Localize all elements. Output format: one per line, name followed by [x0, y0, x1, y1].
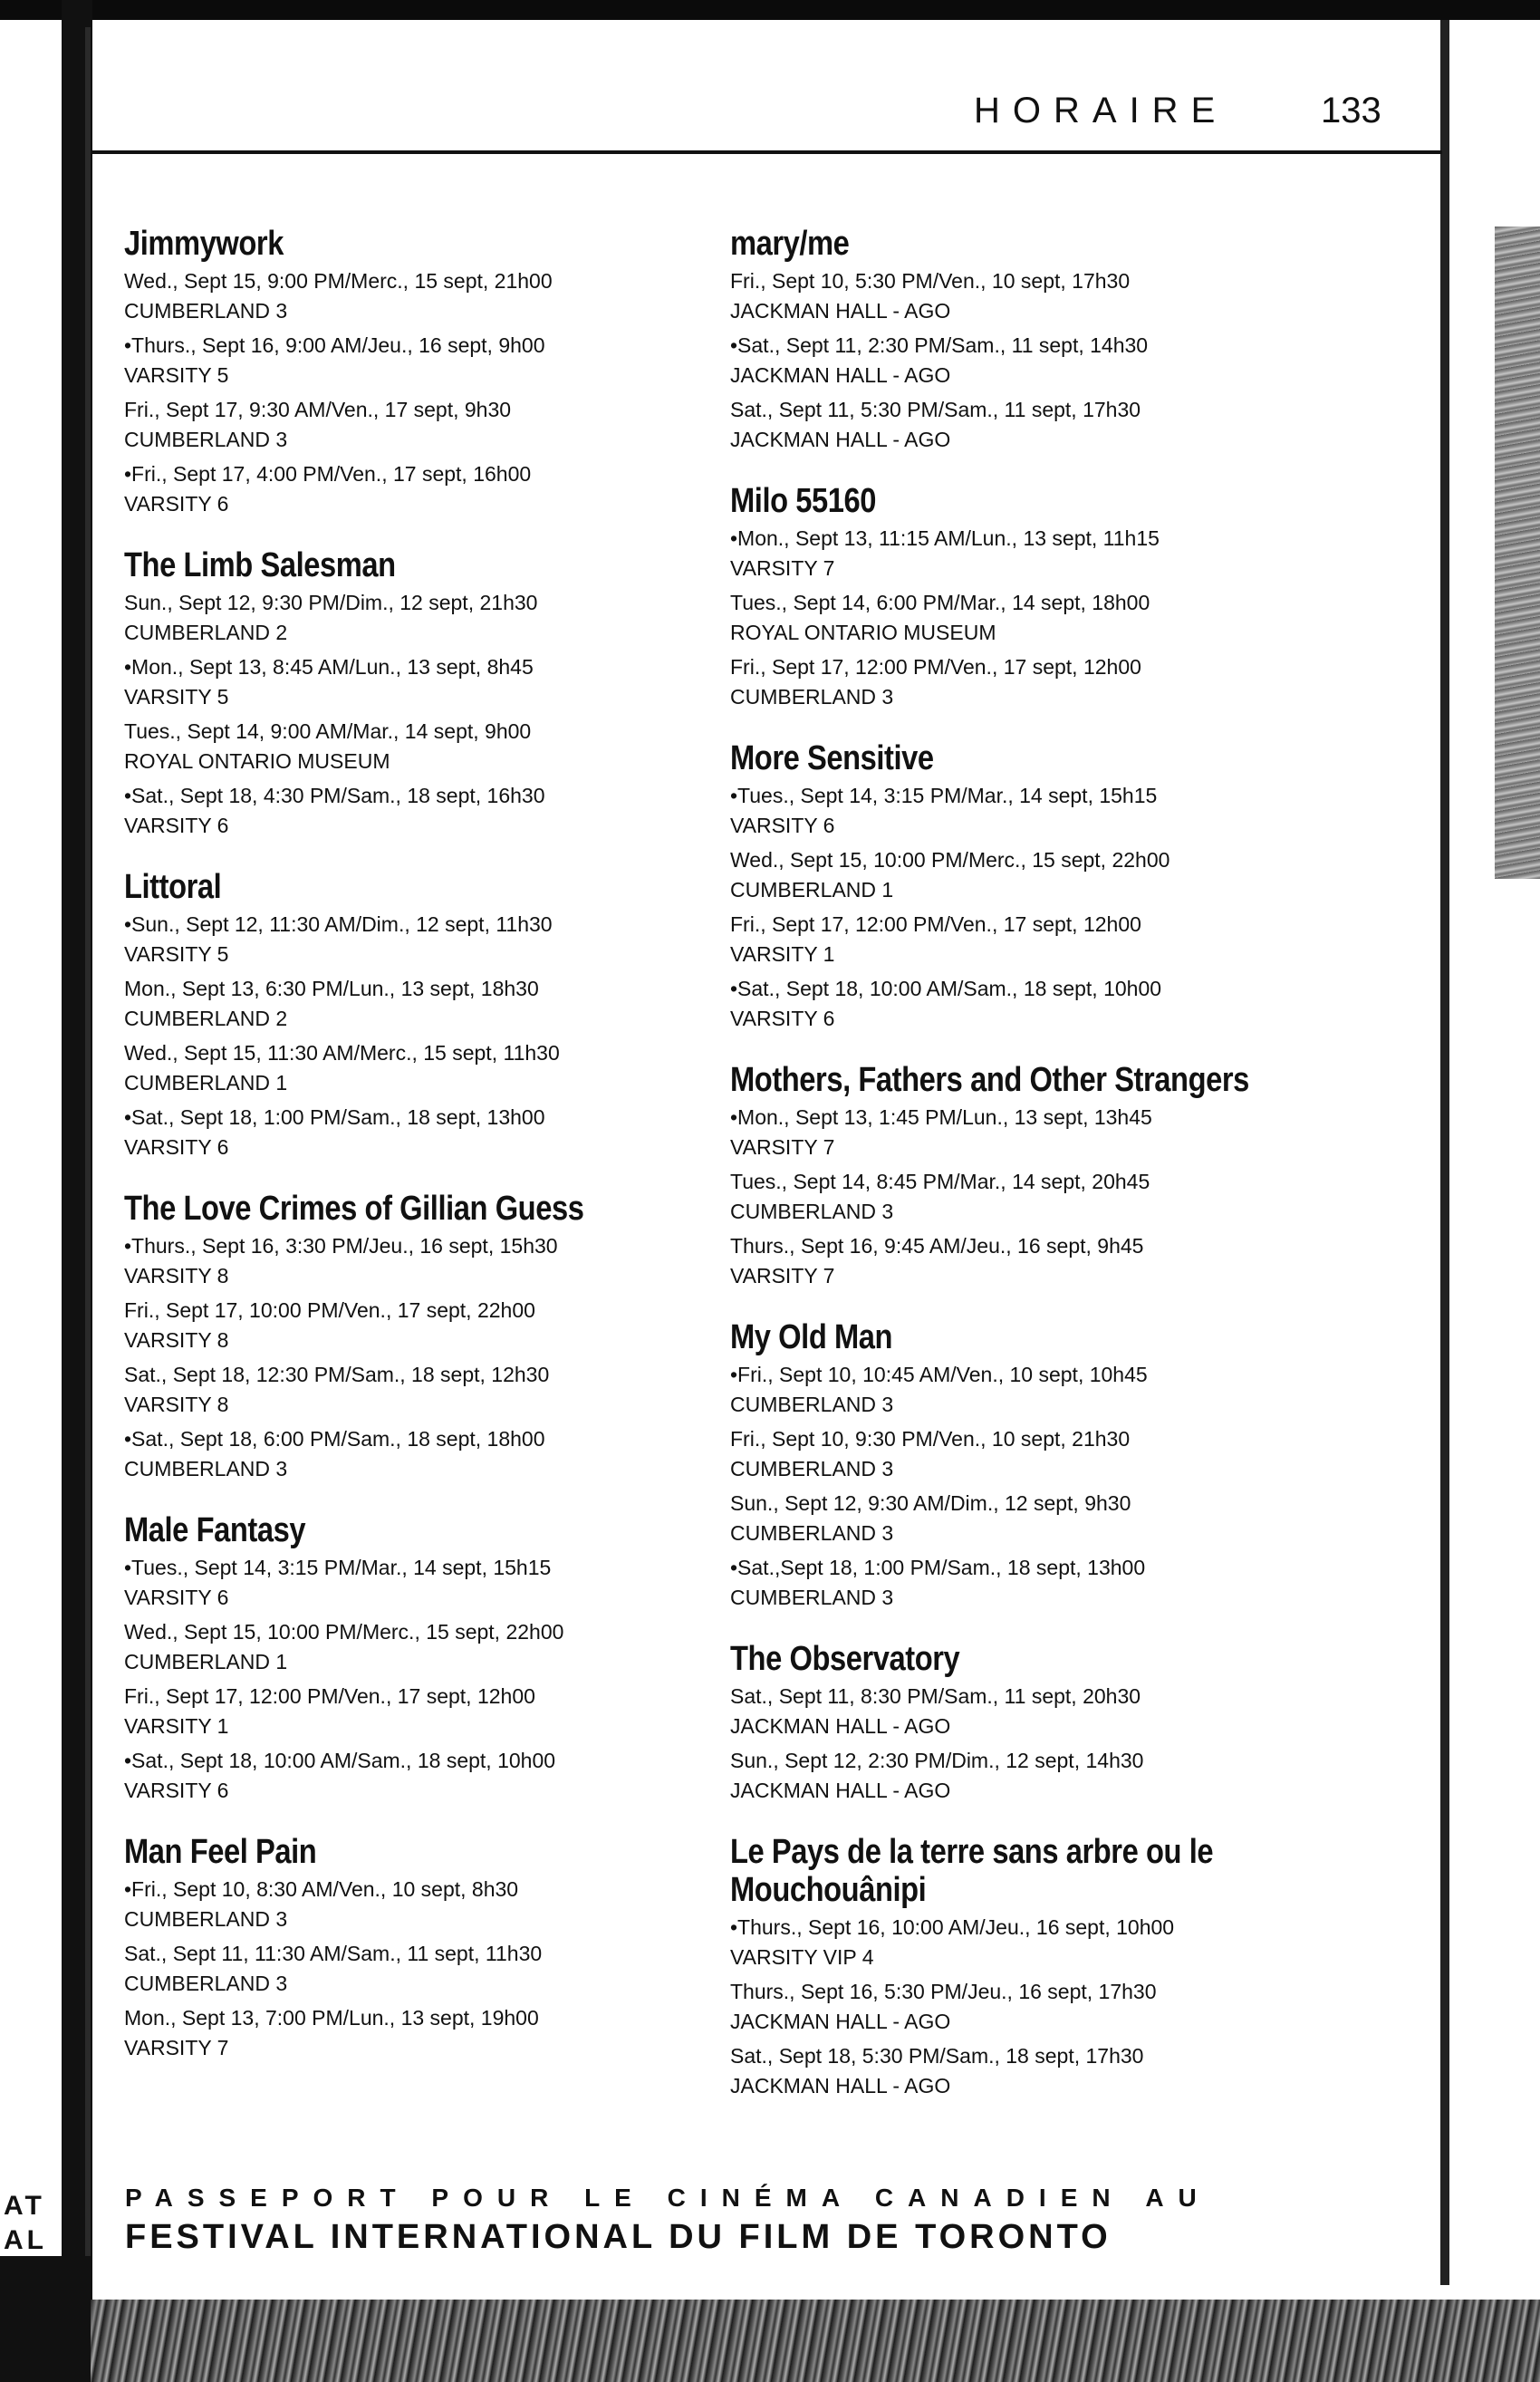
film-entry	[124, 546, 713, 841]
screening-venue: JACKMAN HALL - AGO	[730, 299, 951, 323]
screening	[730, 524, 1382, 583]
screening-datetime: Sun., Sept 12, 9:30 PM/Dim., 12 sept, 21h30	[124, 591, 538, 614]
scan-top-border	[0, 0, 1540, 20]
screening-datetime: •Sat., Sept 18, 10:00 AM/Sam., 18 sept, 10h00	[730, 977, 1162, 1000]
screening-venue: VARSITY 6	[730, 814, 835, 837]
screening-datetime: Fri., Sept 17, 12:00 PM/Ven., 17 sept, 12h00	[730, 655, 1141, 679]
screening	[124, 266, 713, 326]
screening	[124, 910, 713, 969]
scan-noise-bottom	[91, 2300, 1540, 2382]
screening	[124, 1617, 713, 1677]
screening-datetime: Fri., Sept 17, 10:00 PM/Ven., 17 sept, 22h00	[124, 1298, 535, 1322]
screening	[124, 1682, 713, 1741]
scan-bottom-corner	[0, 2256, 91, 2382]
film-title: The Limb Salesman	[124, 546, 396, 584]
screening-venue: VARSITY 1	[730, 942, 835, 966]
film-title: Jimmywork	[124, 225, 284, 263]
screening-datetime: Sat., Sept 18, 12:30 PM/Sam., 18 sept, 12h30	[124, 1363, 550, 1386]
scan-right-border	[1440, 20, 1449, 2285]
screening-venue: JACKMAN HALL - AGO	[730, 363, 951, 387]
screening	[730, 588, 1382, 648]
screening-venue: VARSITY 5	[124, 685, 229, 709]
film-entry	[730, 1833, 1382, 2101]
screening	[730, 1167, 1382, 1227]
screening	[124, 781, 713, 841]
film-entry	[730, 225, 1382, 455]
edge-fragment-1: AT	[4, 2191, 45, 2221]
screening-datetime: •Thurs., Sept 16, 3:30 PM/Jeu., 16 sept, 15h30	[124, 1234, 558, 1258]
running-header: HORAIRE	[974, 91, 1228, 130]
screening-datetime: Wed., Sept 15, 10:00 PM/Merc., 15 sept, 22h00	[730, 848, 1170, 872]
screening-venue: VARSITY 8	[124, 1264, 229, 1287]
screening-datetime: Thurs., Sept 16, 5:30 PM/Jeu., 16 sept, 17h30	[730, 1980, 1157, 2003]
screening-datetime: •Sun., Sept 12, 11:30 AM/Dim., 12 sept, 11h30	[124, 912, 553, 936]
screening-datetime: Wed., Sept 15, 9:00 PM/Merc., 15 sept, 21h00	[124, 269, 553, 293]
screening	[730, 1977, 1382, 2037]
screening-venue: CUMBERLAND 3	[730, 1521, 894, 1545]
screening	[730, 781, 1382, 841]
screening-venue: VARSITY VIP 4	[730, 1945, 874, 1969]
screening-venue: VARSITY 6	[124, 492, 229, 516]
film-entry	[730, 1640, 1382, 1806]
screening-datetime: Fri., Sept 17, 12:00 PM/Ven., 17 sept, 12h00	[124, 1684, 535, 1708]
spine-shadow	[85, 27, 91, 2310]
footer-festival-name: FESTIVAL INTERNATIONAL DU FILM DE TORONTO	[125, 2218, 1112, 2256]
screening-venue: JACKMAN HALL - AGO	[730, 2010, 951, 2033]
screening-venue: CUMBERLAND 1	[124, 1650, 288, 1673]
film-title: The Observatory	[730, 1640, 960, 1678]
screening-venue: CUMBERLAND 3	[124, 1457, 288, 1480]
screening-datetime: Sat., Sept 11, 11:30 AM/Sam., 11 sept, 11h30	[124, 1942, 543, 1965]
film-entry	[124, 1511, 713, 1806]
screening-venue: CUMBERLAND 1	[124, 1071, 288, 1095]
screening	[730, 1103, 1382, 1162]
film-title: mary/me	[730, 225, 850, 263]
film-title: Mothers, Fathers and Other Strangers	[730, 1061, 1249, 1099]
screening	[124, 717, 713, 776]
screening-datetime: Wed., Sept 15, 11:30 AM/Merc., 15 sept, 11h30	[124, 1041, 560, 1065]
page-number: 133	[1321, 91, 1381, 130]
screening-venue: VARSITY 6	[730, 1007, 835, 1030]
film-title: Male Fantasy	[124, 1511, 306, 1549]
screening-venue: VARSITY 8	[124, 1393, 229, 1416]
screening-datetime: •Sat., Sept 18, 1:00 PM/Sam., 18 sept, 13h00	[124, 1105, 545, 1129]
screening-venue: CUMBERLAND 2	[124, 621, 288, 644]
screening	[730, 1489, 1382, 1548]
screening-datetime: Sat., Sept 11, 5:30 PM/Sam., 11 sept, 17h30	[730, 398, 1141, 421]
screening-venue: VARSITY 7	[124, 2036, 229, 2059]
screening	[124, 1360, 713, 1420]
screening-datetime: Thurs., Sept 16, 9:45 AM/Jeu., 16 sept, 9h45	[730, 1234, 1144, 1258]
screening-venue: VARSITY 1	[124, 1714, 229, 1738]
screening-venue: VARSITY 5	[124, 942, 229, 966]
screening-datetime: Fri., Sept 17, 9:30 AM/Ven., 17 sept, 9h30	[124, 398, 512, 421]
screening	[124, 1553, 713, 1613]
schedule-column-right	[730, 225, 1382, 2128]
screening	[730, 1424, 1382, 1484]
screening	[730, 395, 1382, 455]
footer-tagline: PASSEPORT POUR LE CINÉMA CANADIEN AU	[125, 2184, 1211, 2212]
screening-datetime: Sat., Sept 18, 5:30 PM/Sam., 18 sept, 17h30	[730, 2044, 1144, 2068]
screening	[124, 1746, 713, 1806]
screening-venue: JACKMAN HALL - AGO	[730, 2074, 951, 2098]
screening	[730, 652, 1382, 712]
screening-datetime: •Tues., Sept 14, 3:15 PM/Mar., 14 sept, 15h15	[124, 1556, 552, 1579]
screening-datetime: Sun., Sept 12, 9:30 AM/Dim., 12 sept, 9h30	[730, 1491, 1131, 1515]
screening-venue: VARSITY 8	[124, 1328, 229, 1352]
film-entry	[124, 1833, 713, 2063]
screening-datetime: Tues., Sept 14, 8:45 PM/Mar., 14 sept, 20h45	[730, 1170, 1150, 1193]
screening-datetime: •Sat., Sept 11, 2:30 PM/Sam., 11 sept, 14h30	[730, 333, 1149, 357]
screening	[124, 1424, 713, 1484]
screening-venue: VARSITY 6	[124, 1779, 229, 1802]
screening-venue: CUMBERLAND 3	[730, 1393, 894, 1416]
screening-datetime: •Sat., Sept 18, 6:00 PM/Sam., 18 sept, 18h00	[124, 1427, 545, 1451]
screening	[730, 1682, 1382, 1741]
screening-venue: VARSITY 7	[730, 1135, 835, 1159]
screening-venue: CUMBERLAND 3	[730, 1200, 894, 1223]
screening	[124, 2003, 713, 2063]
screening	[730, 266, 1382, 326]
screening-venue: VARSITY 5	[124, 363, 229, 387]
screening-venue: JACKMAN HALL - AGO	[730, 1779, 951, 1802]
screening-venue: CUMBERLAND 3	[124, 299, 288, 323]
screening-venue: CUMBERLAND 3	[124, 1972, 288, 1995]
screening	[124, 1231, 713, 1291]
screening-venue: JACKMAN HALL - AGO	[730, 1714, 951, 1738]
screening-venue: VARSITY 6	[124, 1586, 229, 1609]
screening-datetime: •Fri., Sept 10, 8:30 AM/Ven., 10 sept, 8h30	[124, 1877, 519, 1901]
screening-datetime: Tues., Sept 14, 6:00 PM/Mar., 14 sept, 18h00	[730, 591, 1150, 614]
scan-noise-right	[1495, 227, 1540, 879]
screening-datetime: Fri., Sept 17, 12:00 PM/Ven., 17 sept, 12h00	[730, 912, 1141, 936]
screening	[730, 1553, 1382, 1613]
screening-datetime: •Mon., Sept 13, 11:15 AM/Lun., 13 sept, 11h15	[730, 526, 1160, 550]
header-rule	[91, 150, 1442, 154]
screening-datetime: •Sat., Sept 18, 10:00 AM/Sam., 18 sept, 10h00	[124, 1749, 556, 1772]
film-title: More Sensitive	[730, 739, 934, 777]
screening-venue: CUMBERLAND 3	[124, 1907, 288, 1931]
film-entry	[124, 225, 713, 519]
screening	[124, 459, 713, 519]
screening	[124, 331, 713, 391]
schedule-column-left	[124, 225, 713, 2090]
screening-venue: CUMBERLAND 1	[730, 878, 894, 902]
screening-venue: CUMBERLAND 2	[124, 1007, 288, 1030]
screening	[124, 652, 713, 712]
screening-venue: ROYAL ONTARIO MUSEUM	[730, 621, 996, 644]
screening-venue: JACKMAN HALL - AGO	[730, 428, 951, 451]
film-entry	[730, 482, 1382, 712]
screening-datetime: Fri., Sept 10, 9:30 PM/Ven., 10 sept, 21h30	[730, 1427, 1131, 1451]
screening-datetime: Sat., Sept 11, 8:30 PM/Sam., 11 sept, 20h30	[730, 1684, 1141, 1708]
screening-datetime: •Sat., Sept 18, 4:30 PM/Sam., 18 sept, 16h30	[124, 784, 545, 807]
screening	[730, 845, 1382, 905]
screening-venue: VARSITY 6	[124, 814, 229, 837]
screening	[124, 1939, 713, 1999]
screening	[730, 331, 1382, 391]
screening-datetime: Wed., Sept 15, 10:00 PM/Merc., 15 sept, 22h00	[124, 1620, 564, 1644]
screening-datetime: •Fri., Sept 10, 10:45 AM/Ven., 10 sept, 10h45	[730, 1363, 1148, 1386]
film-entry	[124, 1190, 713, 1484]
film-entry	[730, 739, 1382, 1034]
film-entry	[730, 1318, 1382, 1613]
screening-venue: VARSITY 6	[124, 1135, 229, 1159]
screening-datetime: •Thurs., Sept 16, 9:00 AM/Jeu., 16 sept, 9h00	[124, 333, 545, 357]
screening	[730, 910, 1382, 969]
screening-venue: VARSITY 7	[730, 1264, 835, 1287]
screening	[124, 1038, 713, 1098]
screening-datetime: •Thurs., Sept 16, 10:00 AM/Jeu., 16 sept, 10h00	[730, 1915, 1175, 1939]
film-entry	[730, 1061, 1382, 1291]
left-page-edge	[0, 0, 71, 2382]
screening-datetime: •Fri., Sept 17, 4:00 PM/Ven., 17 sept, 16h00	[124, 462, 532, 486]
screening-datetime: Tues., Sept 14, 9:00 AM/Mar., 14 sept, 9h00	[124, 719, 532, 743]
screening-datetime: Fri., Sept 10, 5:30 PM/Ven., 10 sept, 17h30	[730, 269, 1131, 293]
screening-venue: ROYAL ONTARIO MUSEUM	[124, 749, 390, 773]
film-title: Man Feel Pain	[124, 1833, 317, 1871]
screening-datetime: Sun., Sept 12, 2:30 PM/Dim., 12 sept, 14h30	[730, 1749, 1144, 1772]
screening	[730, 1231, 1382, 1291]
screening	[124, 1296, 713, 1355]
screening-venue: CUMBERLAND 3	[730, 1457, 894, 1480]
screening-datetime: •Mon., Sept 13, 8:45 AM/Lun., 13 sept, 8h45	[124, 655, 534, 679]
edge-fragment-2: AL	[4, 2225, 47, 2255]
screening-venue: CUMBERLAND 3	[730, 685, 894, 709]
film-title: The Love Crimes of Gillian Guess	[124, 1190, 584, 1228]
screening-venue: CUMBERLAND 3	[124, 428, 288, 451]
screening	[730, 1360, 1382, 1420]
screening	[124, 588, 713, 648]
film-title: Le Pays de la terre sans arbre ou le Mouchouânipi	[730, 1833, 1214, 1909]
screening-venue: VARSITY 7	[730, 556, 835, 580]
screening	[124, 1103, 713, 1162]
film-entry	[124, 868, 713, 1162]
screening-datetime: Mon., Sept 13, 7:00 PM/Lun., 13 sept, 19h00	[124, 2006, 539, 2030]
screening	[124, 1875, 713, 1934]
film-title: Littoral	[124, 868, 222, 906]
screening	[124, 974, 713, 1034]
screening-datetime: Mon., Sept 13, 6:30 PM/Lun., 13 sept, 18h30	[124, 977, 539, 1000]
screening-venue: CUMBERLAND 3	[730, 1586, 894, 1609]
film-title: My Old Man	[730, 1318, 893, 1356]
screening-datetime: •Mon., Sept 13, 1:45 PM/Lun., 13 sept, 13h45	[730, 1105, 1152, 1129]
screening	[730, 1746, 1382, 1806]
screening-datetime: •Tues., Sept 14, 3:15 PM/Mar., 14 sept, 15h15	[730, 784, 1158, 807]
screening-datetime: •Sat.,Sept 18, 1:00 PM/Sam., 18 sept, 13h00	[730, 1556, 1146, 1579]
screening	[730, 2041, 1382, 2101]
film-title: Milo 55160	[730, 482, 877, 520]
screening	[730, 974, 1382, 1034]
screening	[730, 1913, 1382, 1972]
screening	[124, 395, 713, 455]
